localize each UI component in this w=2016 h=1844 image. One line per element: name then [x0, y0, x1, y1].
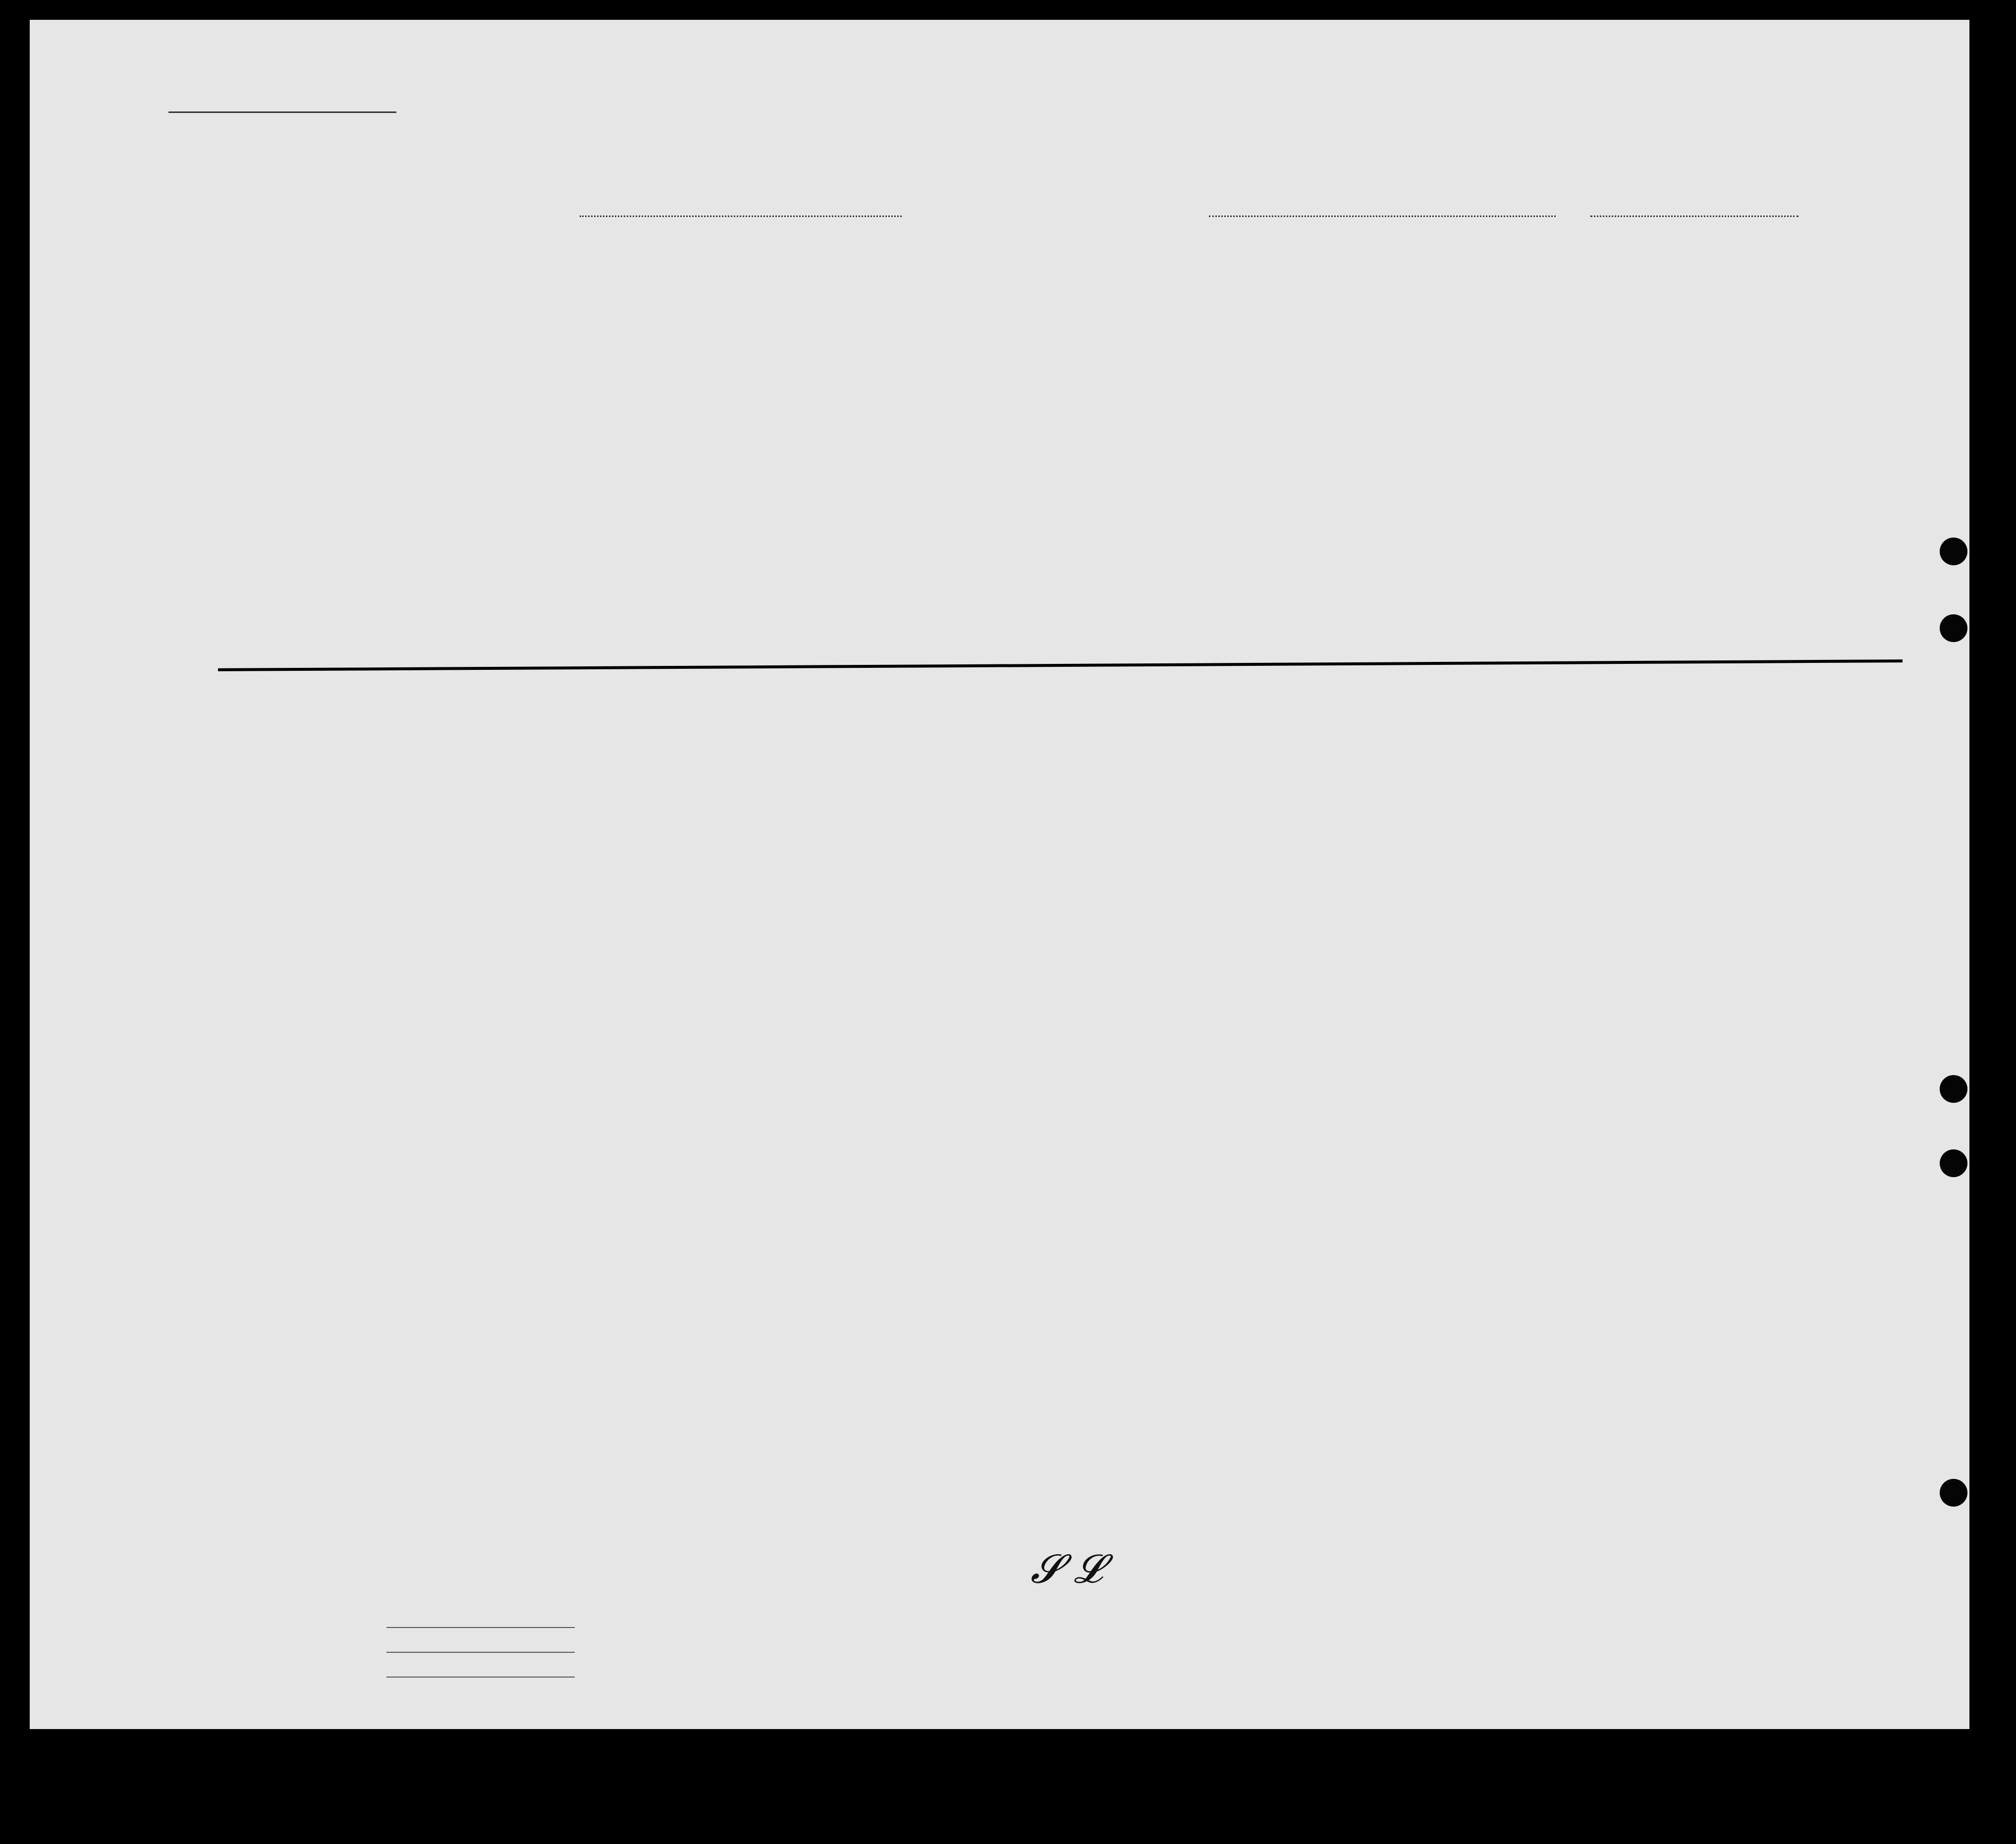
- binder-hole: [1940, 1075, 1967, 1103]
- binder-hole: [1940, 614, 1967, 642]
- binder-hole: [1940, 1149, 1967, 1177]
- binder-hole: [1940, 1479, 1967, 1507]
- manifest-grid: [30, 20, 1969, 1729]
- purser-signature: 𝓢 𝓛: [1031, 1546, 1103, 1592]
- manifest-sheet: [30, 20, 1969, 1729]
- binder-hole: [1940, 538, 1967, 565]
- total-passengers-line: [386, 1627, 575, 1628]
- us-citizens-line: [386, 1652, 575, 1653]
- aliens-line: [386, 1677, 575, 1678]
